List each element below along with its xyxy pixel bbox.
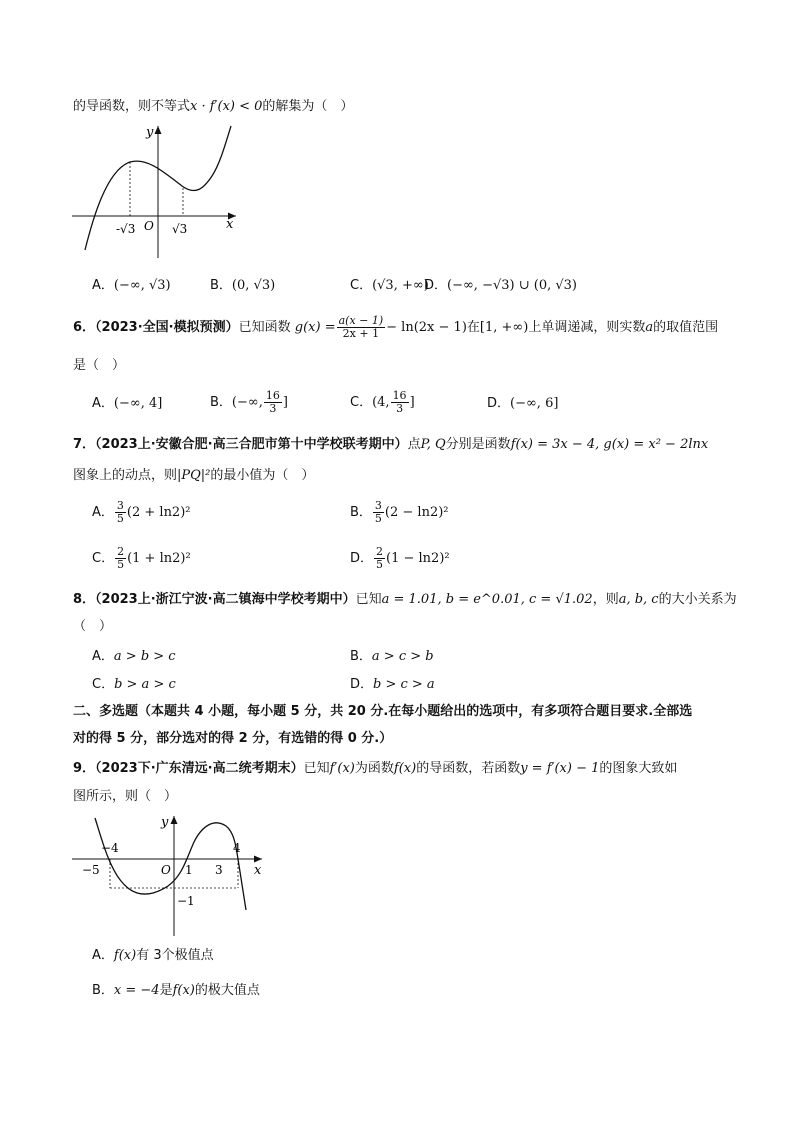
q5-option-a[interactable]: A．(−∞, √3) [92, 278, 171, 293]
q6-option-b[interactable]: B．(−∞, $\frac{16}{3}$ ] [210, 389, 288, 415]
q8-stem: 8．（2023上·浙江宁波·高二镇海中学校考期中）已知a = 1.01, b = e^0.01, c = √1.02，则a, b, c的大小关系为 [73, 592, 737, 607]
q8-option-d[interactable]: D．b > c > a [350, 677, 435, 692]
q9-graph-y-label: y [161, 815, 169, 830]
q5-graph-neg-root3: -√3 [116, 222, 136, 236]
q9-graph-origin: O [161, 863, 171, 877]
q6-option-c[interactable]: C．(4, $\frac{16}{3}$ ] [350, 389, 415, 415]
q7-stem-line2: 图象上的动点，则|PQ|²的最小值为（ ） [73, 468, 315, 483]
q8-option-b[interactable]: B．a > c > b [350, 649, 434, 664]
q7-option-b[interactable]: B． $\frac{3}{5}$ (2 − ln2)² [350, 499, 449, 525]
q9-option-b[interactable]: B．x = −4是f(x)的极大值点 [92, 983, 260, 998]
q5-stem: 的导函数，则不等式x · f′(x) < 0的解集为（ ） [73, 99, 354, 114]
section2-heading: 二、多选题（本题共 4 小题，每小题 5 分，共 20 分.在每小题给出的选项中，有多项符合题目要求.全部选 [73, 704, 693, 719]
q9-graph [68, 812, 268, 937]
q5-graph-y-label: y [146, 125, 154, 140]
q9-graph-tick-m1: −1 [177, 894, 195, 908]
q9-graph-tick-m5: −5 [82, 863, 100, 877]
q5-graph-x-label: x [226, 217, 234, 232]
q8-option-a[interactable]: A．a > b > c [92, 649, 176, 664]
q6-stem: 6．（2023·全国·模拟预测）已知函数 g(x) = $\frac{a(x - 1)}{2x + 1}$ − ln(2x − 1)在[1, +∞)上单调递减，则实数a的取值范围 [73, 314, 719, 340]
q5-graph-origin: O [144, 219, 154, 233]
q9-graph-tick-m4: −4 [101, 841, 119, 855]
q9-graph-tick-p1: 1 [185, 863, 193, 877]
q9-option-a[interactable]: A．f(x)有 3个极值点 [92, 948, 214, 963]
q8-option-c[interactable]: C．b > a > c [92, 677, 176, 692]
q7-option-a[interactable]: A． $\frac{3}{5}$ (2 + ln2)² [92, 499, 191, 525]
q5-graph-pos-root3: √3 [172, 222, 188, 236]
q9-stem: 9．（2023下·广东清远·高二统考期末）已知f′(x)为函数f(x)的导函数，若函数y = f′(x) − 1的图象大致如 [73, 761, 678, 776]
q7-stem: 7．（2023上·安徽合肥·高三合肥市第十中学校联考期中）点P, Q分别是函数f(x) = 3x − 4, g(x) = x² − 2lnx [73, 437, 709, 452]
q6-option-d[interactable]: D．(−∞, 6] [487, 396, 559, 411]
q6-option-a[interactable]: A．(−∞, 4] [92, 396, 163, 411]
q7-option-d[interactable]: D． $\frac{2}{5}$ (1 − ln2)² [350, 545, 450, 571]
section2-heading-line2: 对的得 5 分，部分选对的得 2 分，有选错的得 0 分.） [73, 731, 393, 746]
q6-fraction: $\frac{a(x - 1)}{2x + 1}$ [338, 314, 384, 340]
q8-stem-line2: （ ） [73, 619, 113, 634]
q9-graph-tick-p3: 3 [215, 863, 223, 877]
q6-stem-line2: 是（ ） [73, 358, 126, 373]
q5-graph [68, 120, 248, 270]
q9-graph-x-label: x [254, 863, 262, 878]
q9-stem-line2: 图所示，则（ ） [73, 789, 178, 804]
q9-graph-tick-p4: 4 [233, 841, 241, 855]
q5-option-b[interactable]: B．(0, √3) [210, 278, 276, 293]
q5-stem-expr: x · f′(x) < 0 [190, 99, 263, 114]
q7-option-c[interactable]: C． $\frac{2}{5}$ (1 + ln2)² [92, 545, 191, 571]
q5-option-c[interactable]: C．(√3, +∞) [350, 278, 429, 293]
q5-option-d[interactable]: D．(−∞, −√3) ∪ (0, √3) [424, 278, 577, 293]
